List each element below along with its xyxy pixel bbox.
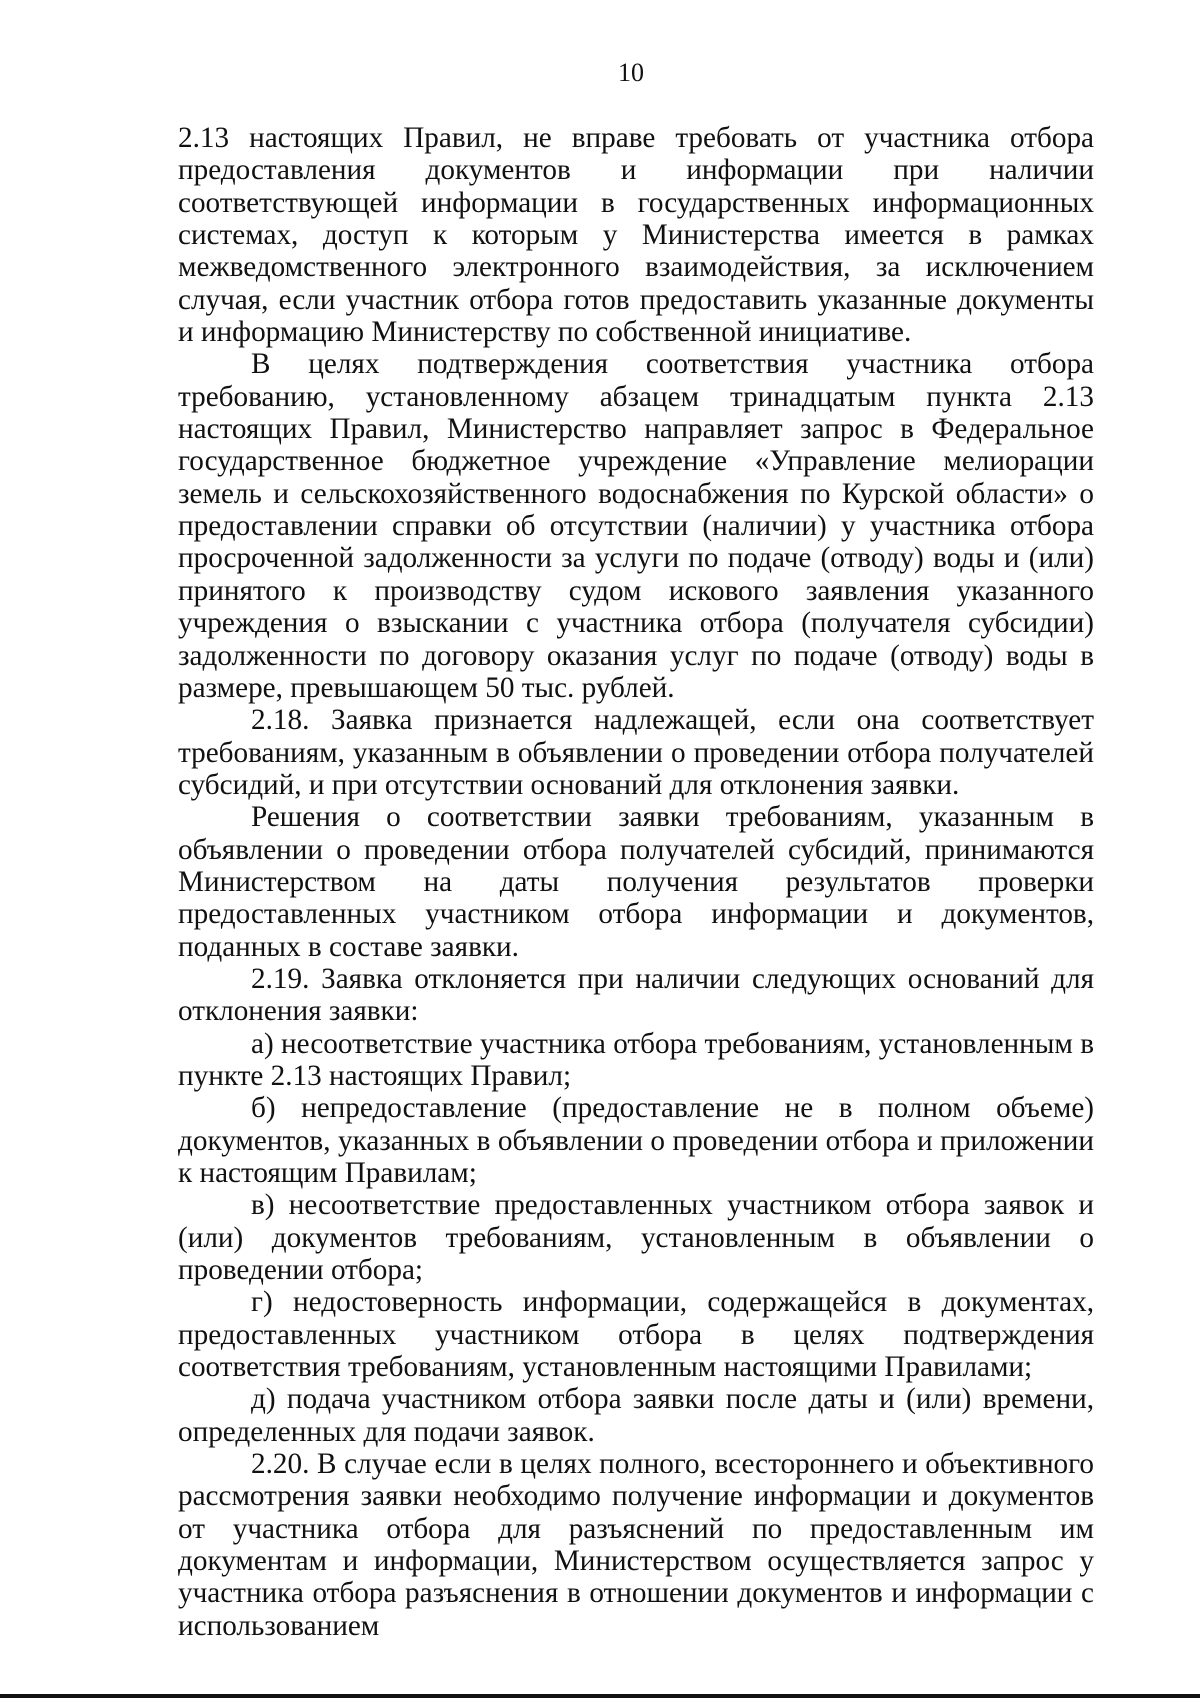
paragraph-clause-2-19: 2.19. Заявка отклоняется при наличии следующих оснований для отклонения заявки: [178,962,1094,1028]
list-item-b: б) непредоставление (предоставление не в полном объеме) документов, указанных в объявлении о проведении отбора и приложении к настоящим Правилам; [178,1092,1094,1189]
paragraph: В целях подтверждения соответствия участника отбора требованию, установленному абзацем тринадцатым пункта 2.13 настоящих Правил, Министерство направляет запрос в Федеральное государственное бюджетное учреждение «Управление мелиорации земель и сельскохозяйственного водоснабжения по Курской области» о предоставлении справки об отсутствии (наличии) у участника отбора просроченной задолженности за услуги по подаче (отводу) воды и (или) принятого к производству судом искового заявления указанного учреждения о взыскании с участника отбора (получателя субсидии) задолженности по договору оказания услуг по подаче (отводу) воды в размере, превышающем 50 тыс. рублей. [178,348,1094,704]
page-number: 10 [618,58,644,87]
paragraph-clause-2-20: 2.20. В случае если в целях полного, всестороннего и объективного рассмотрения заявки необходимо получение информации и документов от участника отбора для разъяснений по предоставленным им документам и информации, Министерством осуществляется запрос у участника отбора разъяснения в отношении документов и информации с использованием [178,1448,1094,1642]
paragraph-clause-2-18: 2.18. Заявка признается надлежащей, если она соответствует требованиям, указанным в объявлении о проведении отбора получателей субсидий, и при отсутствии оснований для отклонения заявки. [178,704,1094,801]
list-item-v: в) несоответствие предоставленных участником отбора заявок и (или) документов требованиям, установленным в объявлении о проведении отбора; [178,1189,1094,1287]
paragraph-continuation: 2.13 настоящих Правил, не вправе требовать от участника отбора предоставления документов и информации при наличии соответствующей информации в государственных информационных системах, доступ к которым у Министерства имеется в рамках межведомственного электронного взаимодействия, за исключением случая, если участник отбора готов предоставить указанные документы и информацию Министерству по собственной инициативе. [178,122,1094,349]
list-item-g: г) недостоверность информации, содержащейся в документах, предоставленных участником отбора в целях подтверждения соответствия требованиям, установленным настоящими Правилами; [178,1286,1094,1384]
scan-bottom-edge [0,1694,1200,1698]
list-item-d: д) подача участником отбора заявки после даты и (или) времени, определенных для подачи заявок. [178,1383,1094,1448]
document-body [178,122,1094,1642]
paragraph: Решения о соответствии заявки требованиям, указанным в объявлении о проведении отбора получателей субсидий, принимаются Министерством на даты получения результатов проверки предоставленных участником отбора информации и документов, поданных в составе заявки. [178,801,1094,963]
list-item-a: а) несоответствие участника отбора требованиям, установленным в пункте 2.13 настоящих Правил; [178,1027,1094,1092]
